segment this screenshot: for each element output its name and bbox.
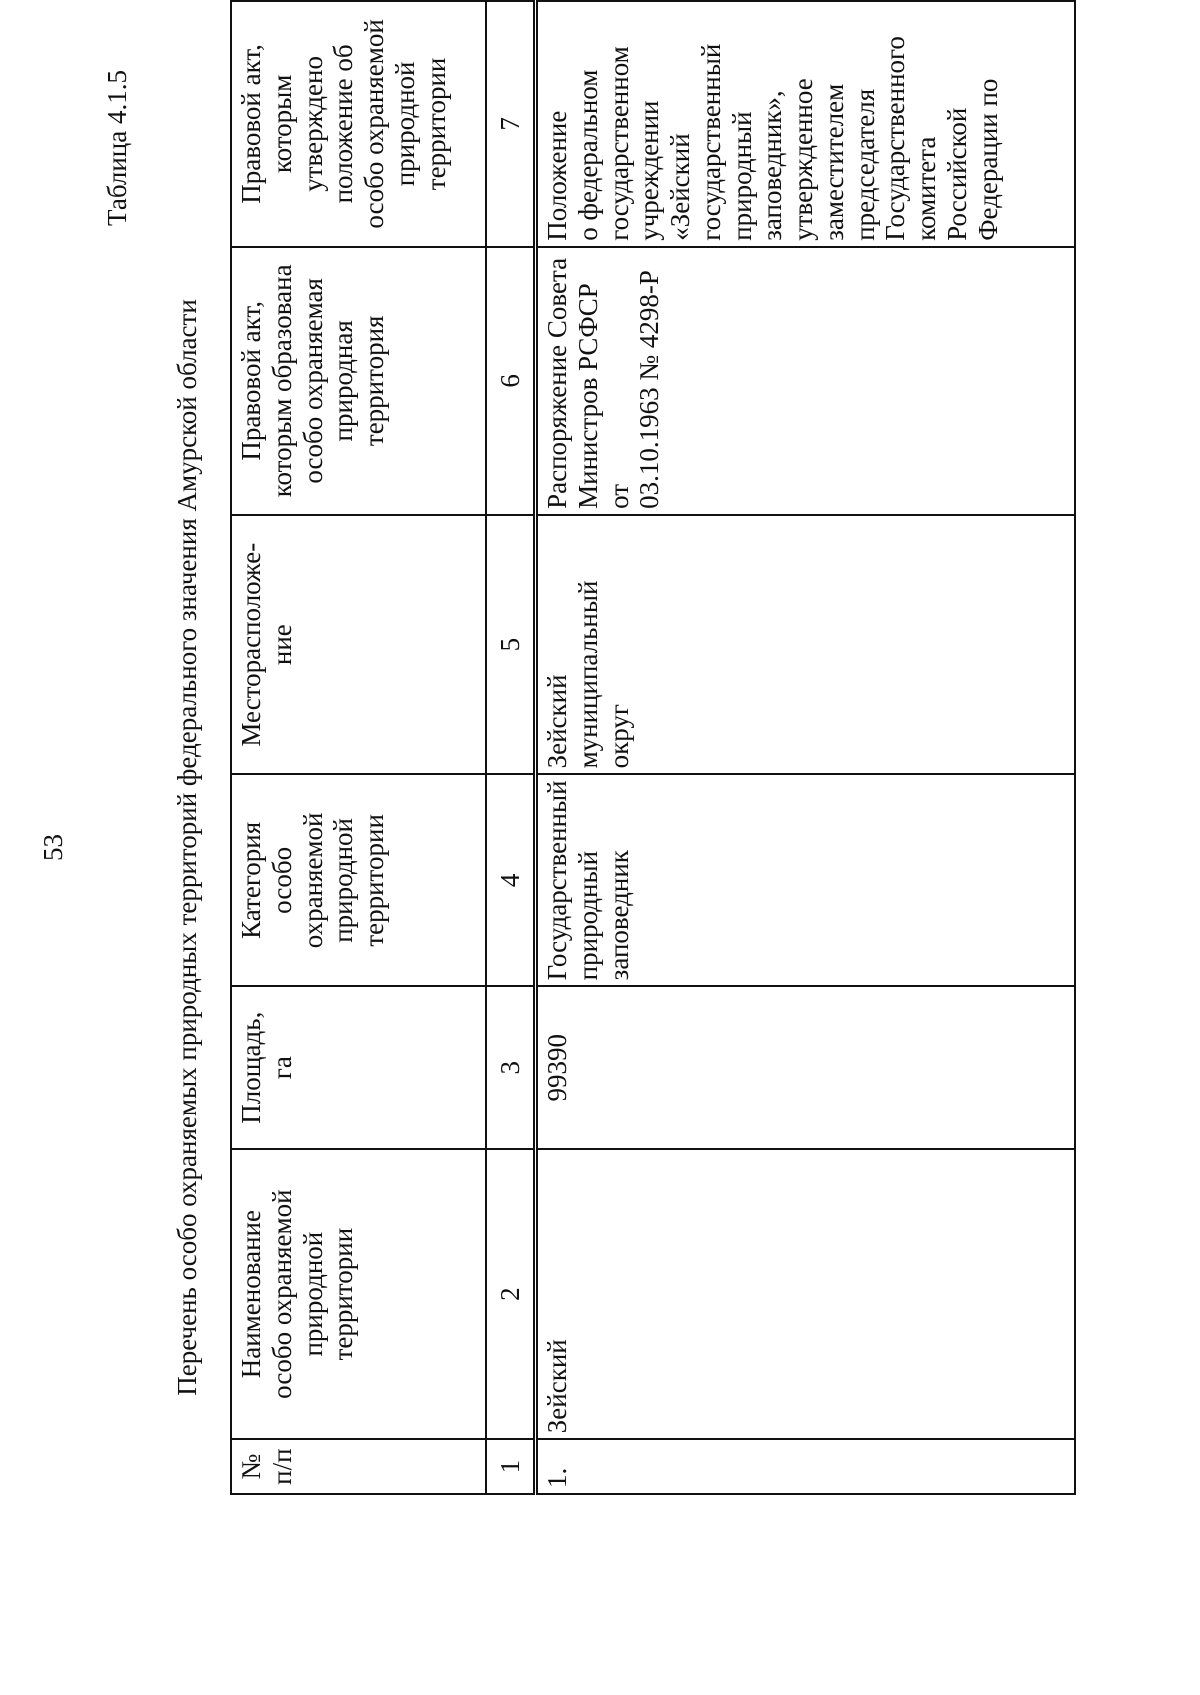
column-number: 2 bbox=[486, 1149, 536, 1439]
table-title: Перечень особо охраняемых природных территорий федерального значения Амурской области bbox=[172, 299, 202, 1396]
column-number: 7 bbox=[486, 1, 536, 247]
row-area: 99390 bbox=[536, 986, 1076, 1149]
page-number: 53 bbox=[38, 834, 68, 861]
row-number: 1. bbox=[536, 1439, 1076, 1494]
column-number: 5 bbox=[486, 515, 536, 775]
column-number: 3 bbox=[486, 986, 536, 1149]
row-location: Зейский муниципальный округ bbox=[536, 515, 1076, 775]
table-id: Таблица 4.1.5 bbox=[102, 70, 132, 226]
column-numbers-row bbox=[486, 1, 536, 1494]
row-regulation-act: Положение о федеральном государственном учреждении «Зейский государственный природный заповедник», утвержденное заместителем председателя Государственного комитета Российской Федерации по bbox=[536, 1, 1076, 247]
header-location: Месторасположе- ние bbox=[231, 515, 486, 775]
header-area: Площадь, га bbox=[231, 986, 486, 1149]
protected-areas-table bbox=[230, 0, 1076, 1495]
header-category: Категория особо охраняемой природной территории bbox=[231, 774, 486, 986]
header-name: Наименование особо охраняемой природной территории bbox=[231, 1149, 486, 1439]
table-header-row bbox=[231, 1, 486, 1494]
row-creation-act: Распоряжение Совета Министров РСФСР от 03.10.1963 № 4298-Р bbox=[536, 247, 1076, 515]
row-name: Зейский bbox=[536, 1149, 1076, 1439]
row-category: Государственный природный заповедник bbox=[536, 774, 1076, 986]
column-number: 1 bbox=[486, 1439, 536, 1494]
column-number: 6 bbox=[486, 247, 536, 515]
column-number: 4 bbox=[486, 774, 536, 986]
header-creation-act: Правовой акт, которым образована особо охраняемая природная территория bbox=[231, 247, 486, 515]
header-number: № п/п bbox=[231, 1439, 486, 1494]
table-row bbox=[536, 1, 1076, 1494]
header-regulation-act: Правовой акт, которым утверждено положение об особо охраняемой природной территории bbox=[231, 1, 486, 247]
